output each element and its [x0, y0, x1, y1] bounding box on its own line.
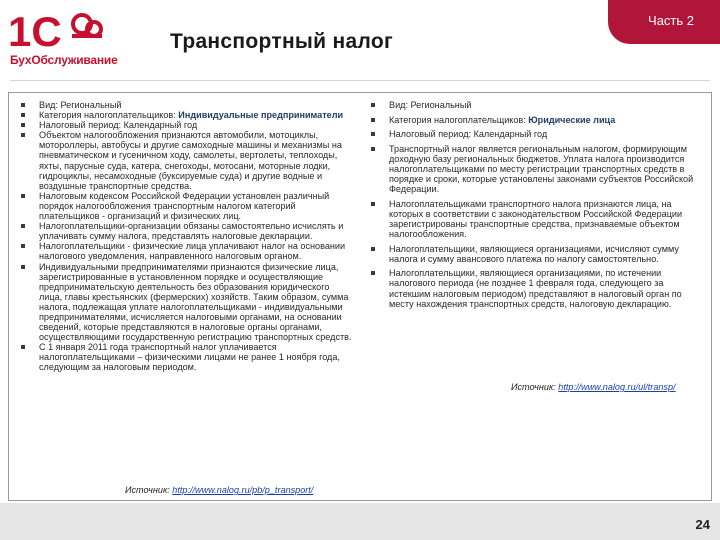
bullet-icon	[21, 224, 25, 228]
list-item: Налогоплательщики-организации обязаны самостоятельно исчислять и уплачивать сумму налога, представлять налоговые декларации.	[19, 221, 353, 241]
left-bullet-list	[19, 100, 353, 373]
bullet-icon	[21, 103, 25, 107]
list-item: Объектом налогообложения признаются автомобили, мотоциклы, мотороллеры, автобусы и другие самоходные машины и механизмы на пневматическом и гусеничном ходу, самолеты, вертолеты, теплоходы, яхты, парусные суда, катера, снегоходы, мотосани, моторные лодки, гидроциклы, несамоходные (буксируемые суда) и другие водные и воздушные транспортные средства.	[19, 130, 353, 191]
right-bullet-list	[369, 100, 704, 309]
list-item: Налоговый период: Календарный год	[19, 120, 353, 130]
right-source	[511, 382, 676, 392]
taxpayer-category-highlight: Индивидуальные предприниматели	[178, 110, 344, 121]
left-source-label: Источник:	[125, 485, 173, 495]
right-source-label: Источник:	[511, 382, 559, 392]
list-item: Вид: Региональный	[369, 100, 704, 110]
left-source	[125, 485, 313, 495]
list-item: С 1 января 2011 года транспортный налог уплачивается налогоплательщиками – физическими лицами не ранее 1 ноября года, следующим за налоговым периодом.	[19, 342, 353, 372]
bullet-icon	[21, 194, 25, 198]
list-item: Категория налогоплательщиков: Юридические лица	[369, 115, 704, 125]
part-label: Часть 2	[648, 13, 694, 28]
logo	[8, 6, 118, 76]
bullet-icon	[21, 113, 25, 117]
list-item: Налогоплательщики - физические лица уплачивают налог на основании налогового уведомления, направленного налоговым органом.	[19, 241, 353, 261]
taxpayer-category-highlight: Юридические лица	[528, 114, 616, 125]
left-column	[19, 100, 353, 373]
logo-mark-icon	[8, 6, 108, 52]
content-panel	[8, 92, 712, 501]
list-item: Категория налогоплательщиков: Индивидуальные предприниматели	[19, 110, 353, 120]
bullet-icon	[21, 345, 25, 349]
list-item: Налогоплательщики, являющиеся организациями, по истечении налогового периода (не позднее 1 февраля года, следующего за истекшим налоговым периодом) представляют в налоговый орган по месту нахождения транспортных средств, налоговую декларацию.	[369, 268, 704, 308]
bullet-icon	[21, 133, 25, 137]
bullet-icon	[371, 147, 375, 151]
list-item: Налогоплательщиками транспортного налога признаются лица, на которых в соответствии с законодательством Российской Федерации зарегистрированы транспортные средства, признаваемые объектом налогообложения.	[369, 199, 704, 239]
bullet-icon	[371, 202, 375, 206]
header-divider	[10, 80, 710, 81]
bullet-icon	[371, 103, 375, 107]
list-item: Налогоплательщики, являющиеся организациями, исчисляют сумму налога и сумму авансового платежа по налогу самостоятельно.	[369, 244, 704, 264]
list-item: Налоговый период: Календарный год	[369, 129, 704, 139]
bullet-icon	[21, 265, 25, 269]
page-number: 24	[695, 517, 710, 532]
bullet-icon	[371, 132, 375, 136]
list-item: Вид: Региональный	[19, 100, 353, 110]
bullet-icon	[371, 118, 375, 122]
bullet-icon	[371, 271, 375, 275]
right-source-link[interactable]: http://www.nalog.ru/ul/transp/	[558, 382, 676, 392]
bullet-icon	[371, 247, 375, 251]
logo-text: 1С	[8, 8, 62, 52]
list-item: Транспортный налог является региональным налогом, формирующим доходную базу региональных бюджетов. Уплата налога производится налогоплательщиками по месту регистрации транспортных средств в порядке и сроки, которые установлены законами субъектов Российской Федерации.	[369, 144, 704, 194]
page-title: Транспортный налог	[170, 30, 394, 53]
right-column	[369, 100, 704, 313]
list-item: Индивидуальными предпринимателями признаются физические лица, зарегистрированные в установленном порядке и осуществляющие предпринимательскую деятельность без образования юридического лица, главы крестьянских (фермерских) хозяйств. Таким образом, сумма налога, подлежащая уплате налогоплательщиками - индивидуальными предпринимателями, исчисляется налоговыми органами, на основании сведений, которые представляются в налоговые органы органами, осуществляющими государственную регистрацию транспортных средств.	[19, 262, 353, 343]
part-badge	[608, 0, 720, 44]
left-source-link[interactable]: http://www.nalog.ru/pb/p_transport/	[172, 485, 314, 495]
footer-bar	[0, 503, 720, 540]
bullet-icon	[21, 123, 25, 127]
list-item: Налоговым кодексом Российской Федерации установлен различный порядок налогообложения транспортным налогом категорий плательщиков - организаций и физических лиц.	[19, 191, 353, 221]
logo-subtitle: БухОбслуживание	[10, 53, 118, 67]
bullet-icon	[21, 244, 25, 248]
